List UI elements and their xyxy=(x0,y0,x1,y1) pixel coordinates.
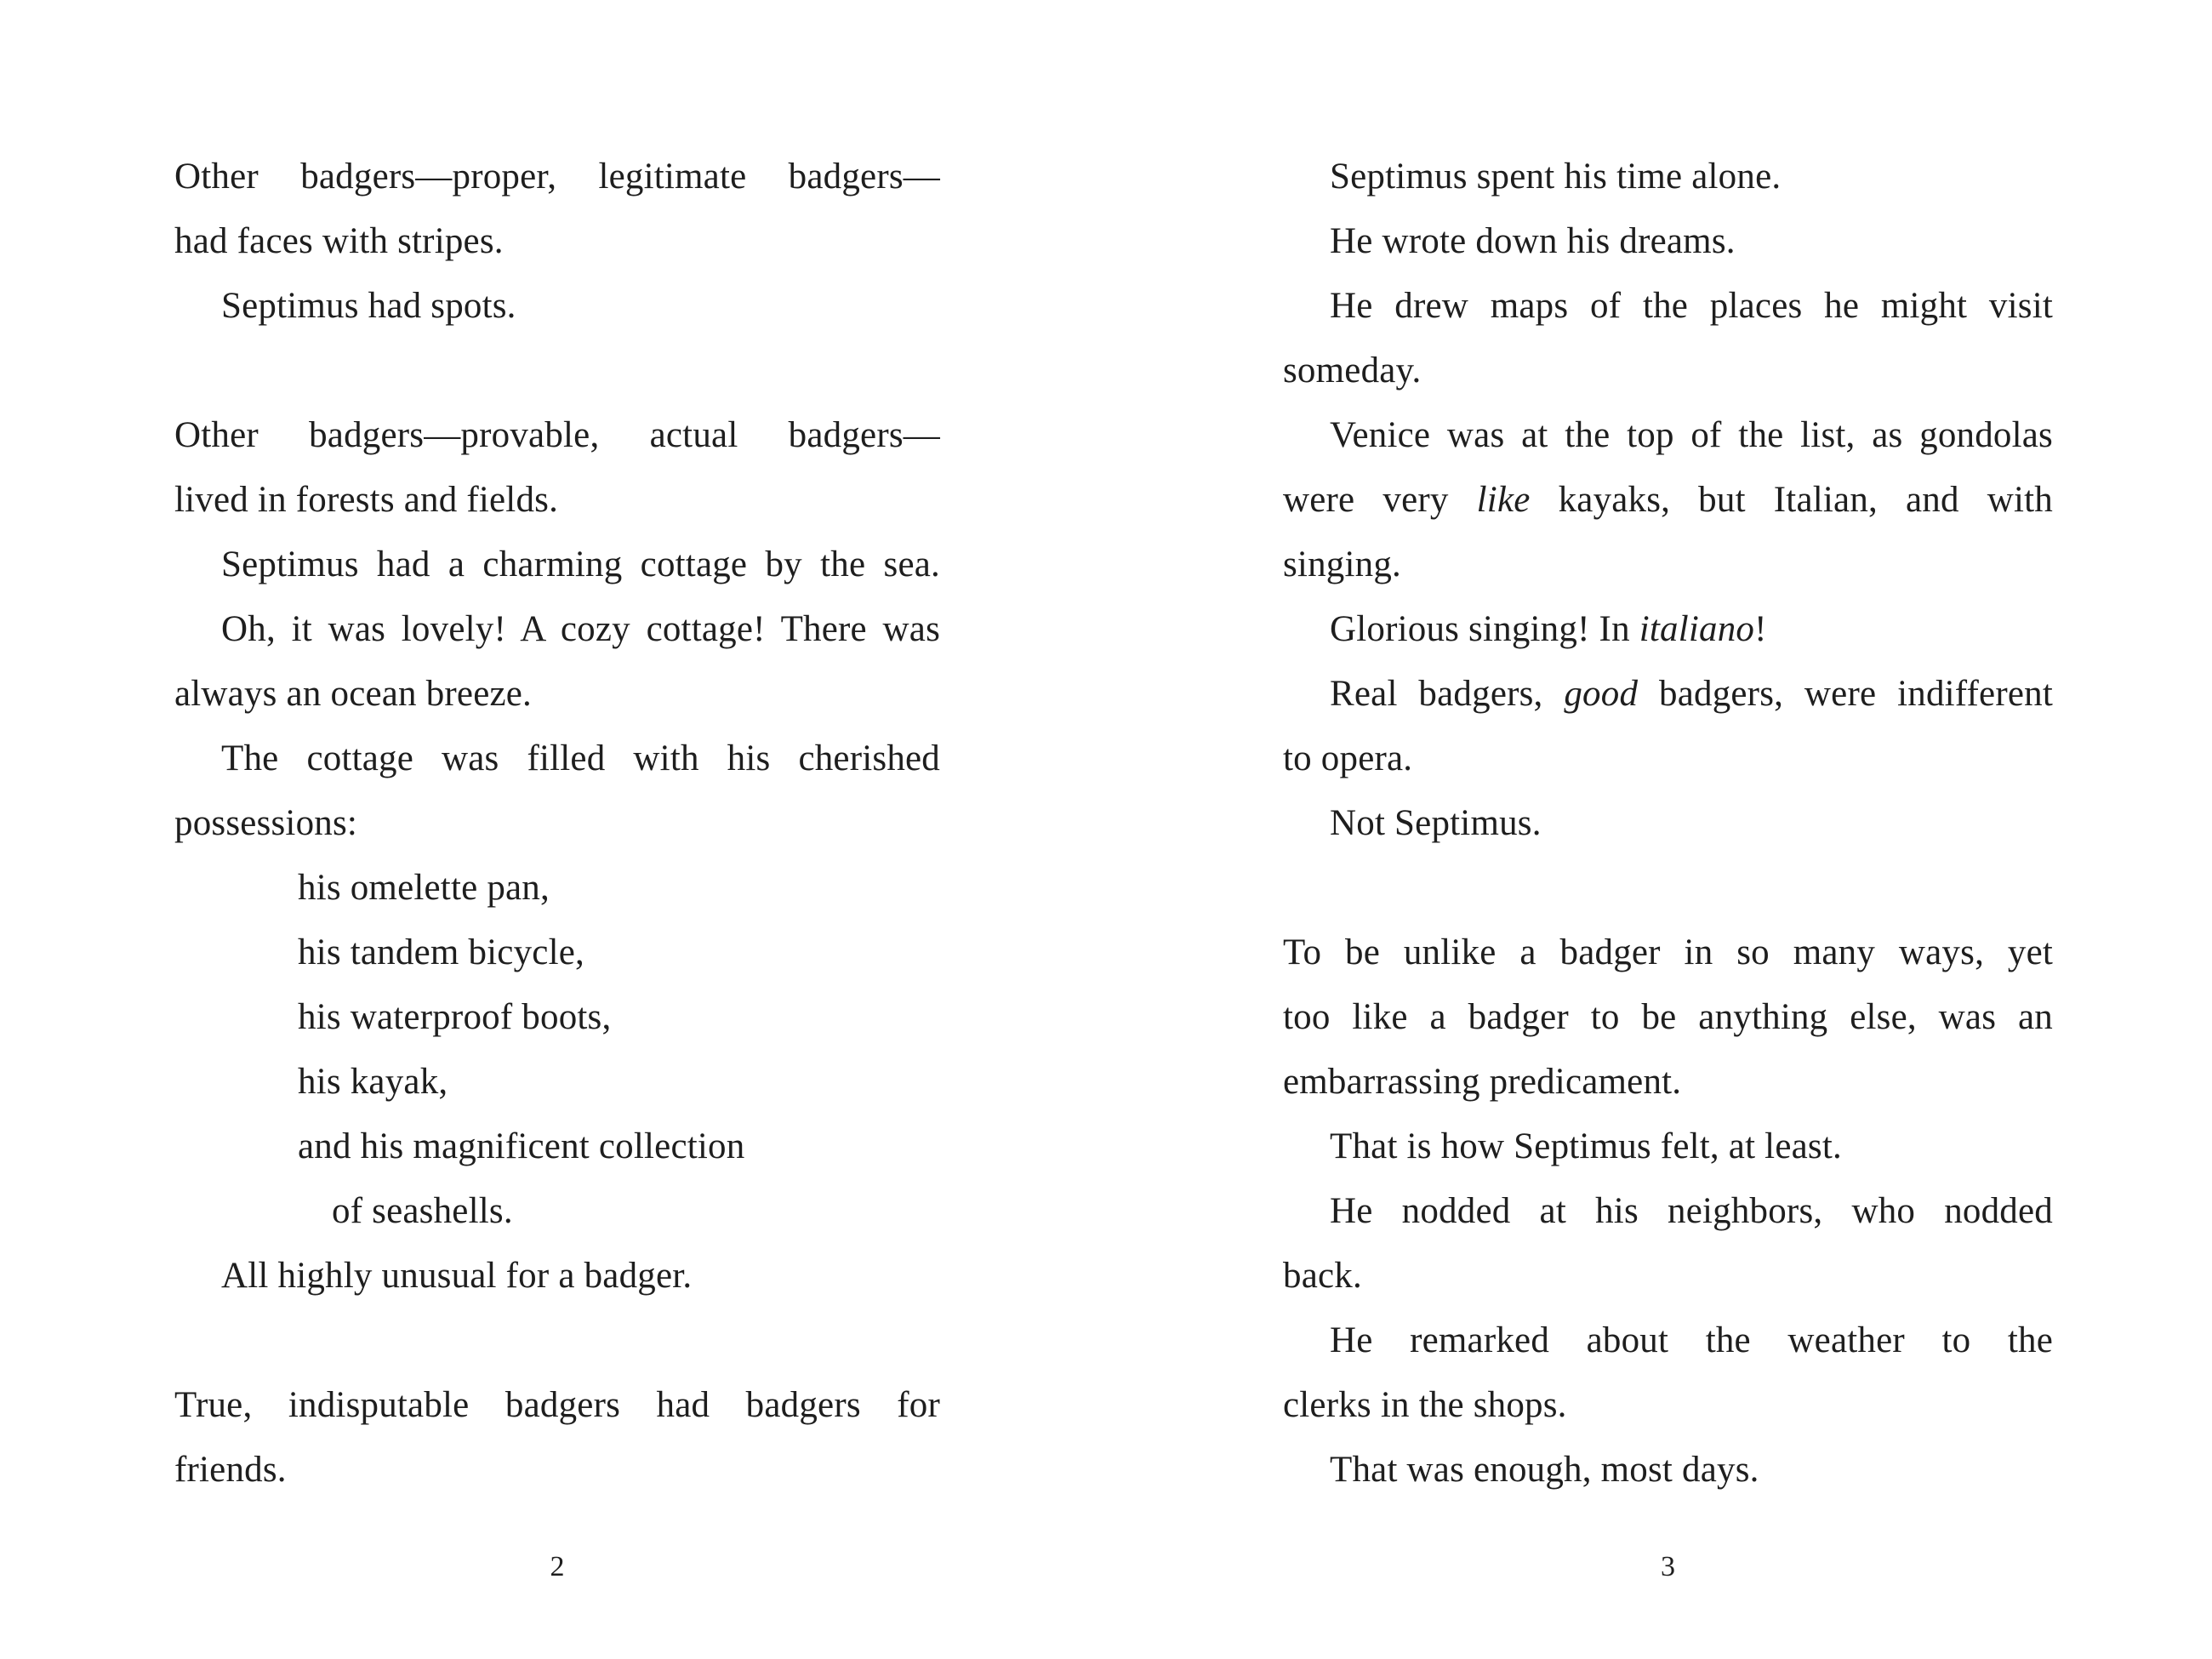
text-run: his kayak, xyxy=(298,1062,448,1102)
text-run: his omelette pan, xyxy=(298,868,550,908)
text-line xyxy=(1283,145,2053,209)
text-run: He remarked about the weather to the xyxy=(1330,1320,2053,1360)
text-line xyxy=(1283,1308,2053,1373)
text-line xyxy=(1283,791,2053,856)
text-run: were very xyxy=(1283,480,1477,520)
text-line xyxy=(1283,597,2053,662)
text-run: The cottage was filled with his cherished xyxy=(221,738,940,778)
text-line xyxy=(174,921,940,985)
text-run: To be unlike a badger in so many ways, yet xyxy=(1283,932,2053,972)
text-run: his waterproof boots, xyxy=(298,997,612,1037)
text-run: singing. xyxy=(1283,544,1401,584)
text-run: to opera. xyxy=(1283,738,1413,778)
text-line xyxy=(174,403,940,468)
text-line xyxy=(174,1115,940,1179)
text-run: someday. xyxy=(1283,351,1422,391)
text-run: True, indisputable badgers had badgers for xyxy=(174,1385,940,1425)
page-number-right: 3 xyxy=(1661,1551,1675,1582)
text-run: He drew maps of the places he might visit xyxy=(1330,286,2053,326)
text-line xyxy=(174,985,940,1050)
text-line xyxy=(1283,274,2053,339)
text-line xyxy=(174,533,940,597)
text-line xyxy=(174,856,940,921)
text-line xyxy=(1283,403,2053,468)
text-run: of seashells. xyxy=(332,1191,513,1231)
text-run: That is how Septimus felt, at least. xyxy=(1330,1126,1842,1166)
text-run: Venice was at the top of the list, as gondolas xyxy=(1330,415,2053,455)
italic-text-run: good xyxy=(1564,674,1639,714)
text-line xyxy=(1283,1244,2053,1308)
text-run: Other badgers—provable, actual badgers— xyxy=(174,415,940,455)
text-run: Glorious singing! In xyxy=(1330,609,1639,649)
blank-line xyxy=(174,339,940,403)
text-line xyxy=(174,727,940,791)
text-run: Septimus spent his time alone. xyxy=(1330,157,1782,197)
text-line xyxy=(174,791,940,856)
text-run: All highly unusual for a badger. xyxy=(221,1256,693,1296)
text-line xyxy=(1283,1438,2053,1502)
text-line xyxy=(174,145,940,209)
text-run: Septimus had a charming cottage by the sea. xyxy=(221,544,940,584)
text-line xyxy=(174,1179,940,1244)
text-line xyxy=(1283,533,2053,597)
text-run: ! xyxy=(1754,609,1767,649)
text-line xyxy=(1283,662,2053,727)
blank-line xyxy=(1283,856,2053,921)
italic-text-run: italiano xyxy=(1639,609,1755,649)
text-run: back. xyxy=(1283,1256,1362,1296)
text-run: Real badgers, xyxy=(1330,674,1565,714)
text-line xyxy=(174,274,940,339)
page-number-left: 2 xyxy=(550,1551,565,1582)
text-line xyxy=(1283,339,2053,403)
text-line xyxy=(1283,1373,2053,1438)
text-run: had faces with stripes. xyxy=(174,221,504,261)
text-run: embarrassing predicament. xyxy=(1283,1062,1682,1102)
text-line xyxy=(1283,1179,2053,1244)
text-line xyxy=(1283,1115,2053,1179)
text-run: possessions: xyxy=(174,803,358,843)
page-2-text-block xyxy=(174,145,940,1502)
text-run: always an ocean breeze. xyxy=(174,674,533,714)
text-line xyxy=(1283,985,2053,1050)
text-run: badgers, were indifferent xyxy=(1638,674,2053,714)
text-run: That was enough, most days. xyxy=(1330,1450,1759,1490)
text-line xyxy=(174,209,940,274)
text-line xyxy=(174,1050,940,1115)
text-run: Other badgers—proper, legitimate badgers— xyxy=(174,157,940,197)
text-run: friends. xyxy=(174,1450,287,1490)
blank-line xyxy=(174,1308,940,1373)
italic-text-run: like xyxy=(1476,480,1531,520)
text-run: Not Septimus. xyxy=(1330,803,1542,843)
text-run: He wrote down his dreams. xyxy=(1330,221,1736,261)
text-line xyxy=(174,468,940,533)
text-line xyxy=(174,662,940,727)
text-line xyxy=(174,597,940,662)
text-run: clerks in the shops. xyxy=(1283,1385,1567,1425)
text-run: Septimus had spots. xyxy=(221,286,516,326)
text-run: kayaks, but Italian, and with xyxy=(1530,480,2053,520)
text-line xyxy=(1283,727,2053,791)
text-run: and his magnificent collection xyxy=(298,1126,745,1166)
text-run: He nodded at his neighbors, who nodded xyxy=(1330,1191,2053,1231)
text-run: lived in forests and fields. xyxy=(174,480,559,520)
text-line xyxy=(174,1438,940,1502)
text-run: too like a badger to be anything else, was an xyxy=(1283,997,2053,1037)
text-line xyxy=(1283,468,2053,533)
text-line xyxy=(174,1373,940,1438)
page-3-text-block xyxy=(1283,145,2053,1502)
text-run: his tandem bicycle, xyxy=(298,932,584,972)
text-line xyxy=(1283,209,2053,274)
text-line xyxy=(1283,1050,2053,1115)
text-run: Oh, it was lovely! A cozy cottage! There was xyxy=(221,609,940,649)
text-line xyxy=(174,1244,940,1308)
text-line xyxy=(1283,921,2053,985)
